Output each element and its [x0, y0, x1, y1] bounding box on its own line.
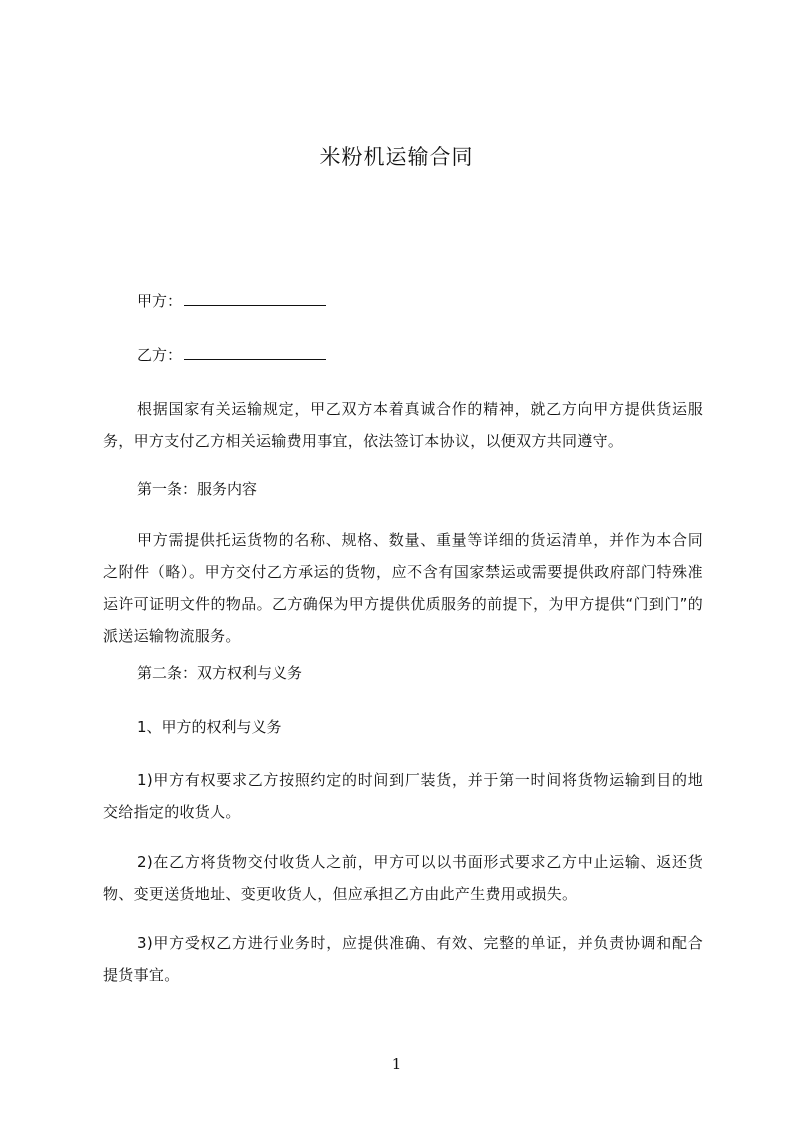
page-number: 1 [391, 1055, 402, 1073]
article-2-heading: 第二条：双方权利与义务 [137, 664, 303, 682]
party-b-label: 乙方： [137, 346, 183, 364]
clause-item-3: 3)甲方受权乙方进行业务时，应提供准确、有效、完整的单证，并负责协调和配合提货事宜。 [103, 934, 703, 984]
party-a-blank-line [184, 289, 326, 306]
article-1-body: 甲方需提供托运货物的名称、规格、数量、重量等详细的货运清单，并作为本合同之附件（略）。甲方交付乙方承运的货物，应不含有国家禁运或需要提供政府部门特殊准运许可证明文件的物品。乙方确保为甲方提供优质服务的前提下，为甲方提供“门到门”的派送运输物流服务。 [103, 531, 703, 645]
party-b-field [137, 343, 326, 367]
party-a-label: 甲方： [137, 292, 183, 310]
section-1-heading: 1、甲方的权利与义务 [137, 718, 282, 736]
article-1-heading: 第一条：服务内容 [137, 480, 258, 498]
clause-item-2: 2)在乙方将货物交付收货人之前，甲方可以以书面形式要求乙方中止运输、返还货物、变更送货地址、变更收货人，但应承担乙方由此产生费用或损失。 [103, 853, 703, 903]
intro-paragraph: 根据国家有关运输规定，甲乙双方本着真诚合作的精神，就乙方向甲方提供货运服务，甲方支付乙方相关运输费用事宜，依法签订本协议，以便双方共同遵守。 [103, 400, 703, 450]
party-a-field [137, 289, 326, 313]
party-b-blank-line [184, 343, 326, 360]
document-title: 米粉机运输合同 [319, 145, 474, 169]
clause-item-1: 1)甲方有权要求乙方按照约定的时间到厂装货，并于第一时间将货物运输到目的地交给指定的收货人。 [103, 771, 703, 821]
